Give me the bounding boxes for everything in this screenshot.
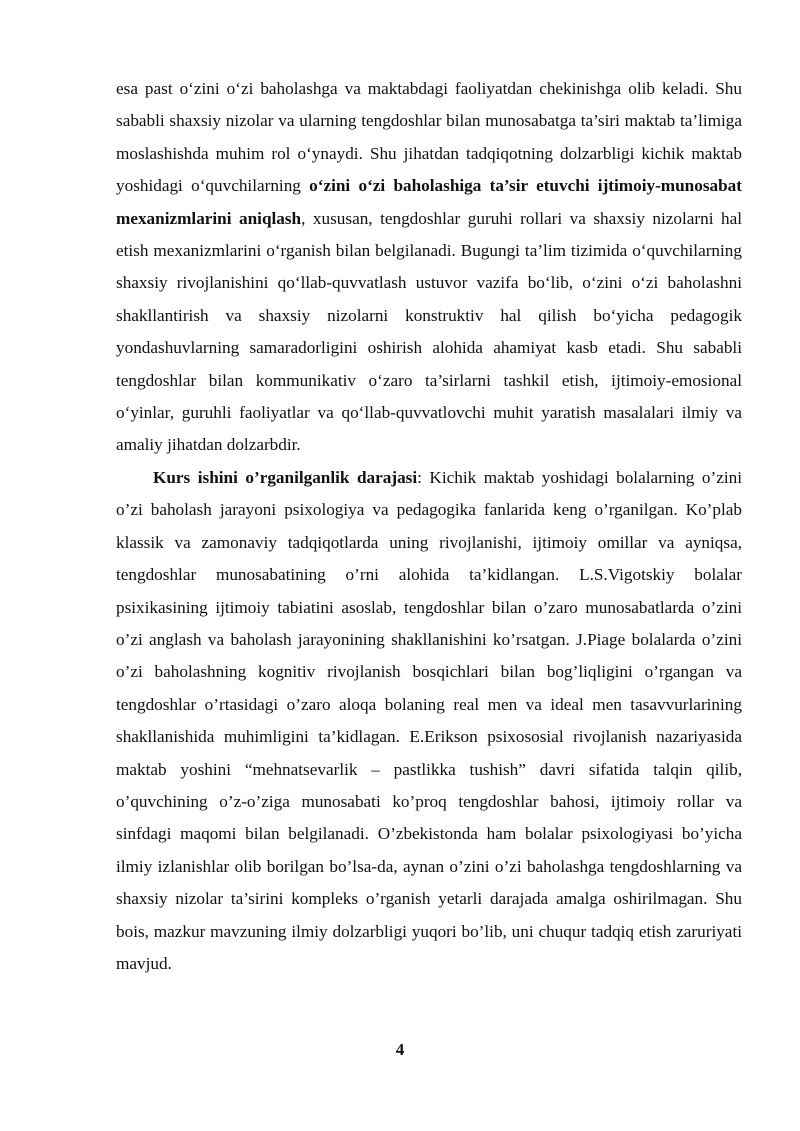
paragraph-text: esa past o‘zini o‘zi baholashga va maktabdagi faoliyatdan chekinishga olib keladi. Shu sababli shaxsiy nizolar va ularning tengdoshlar bilan munosabatga ta’siri maktab ta’limiga moslashishda muhim rol o‘ynaydi. Shu jihatdan tadqiqotning dolzarbligi kichik maktab yoshidagi o‘quvchilarning	[116, 79, 742, 196]
paragraph-study-level	[116, 462, 742, 981]
paragraph-text: : Kichik maktab yoshidagi bolalarning o’zini o’zi baholash jarayoni psixologiya va pedagogika fanlarida keng o’rganilgan. Ko’plab klassik va zamonaviy tadqiqotlarda uning rivojlanishi, ijtimoiy omillar va ayniqsa, tengdoshlar munosabatining o’rni alohida ta’kidlangan. L.S.Vigotskiy bolalar psixikasining ijtimoiy tabiatini asoslab, tengdoshlar bilan o’zaro munosabatlarda o’zini o’zi anglash va baholash jarayonining shakllanishini ko’rsatgan. J.Piage bolalarda o’zini o’zi baholashning kognitiv rivojlanish bosqichlari bilan bog’liqligini o’rgangan va tengdoshlar o’rtasidagi o’zaro aloqa bolaning real men va ideal men tasavvurlarining shakllanishida muhimligini ta’kidlagan. E.Erikson psixososial rivojlanish nazariyasida maktab yoshini “mehnatsevarlik – pastlikka tushish” davri sifatida talqin qilib, o’quvchining o’z-o’ziga munosabati ko’proq tengdoshlar bahosi, ijtimoiy rollar va sinfdagi maqomi bilan belgilanadi. O’zbekistonda ham bolalar psixologiyasi bo’yicha ilmiy izlanishlar olib borilgan bo’lsa-da, aynan o’zini o’zi baholashga tengdoshlarning va shaxsiy nizolar ta’sirini kompleks o’rganish yetarli darajada amalga oshirilmagan. Shu bois, mazkur mavzuning ilmiy dolzarbligi yuqori bo’lib, uni chuqur tadqiq etish zaruriyati mavjud.	[116, 467, 742, 973]
page-number: 4	[395, 1040, 405, 1059]
body-text	[116, 73, 742, 980]
section-heading: Kurs ishini o’rganilganlik darajasi	[153, 467, 418, 487]
paragraph-relevance	[116, 73, 742, 462]
paragraph-text: , xususan, tengdoshlar guruhi rollari va shaxsiy nizolarni hal etish mexanizmlarini o‘rganish bilan belgilanadi. Bugungi ta’lim tizimida o‘quvchilarning shaxsiy rivojlanishini qo‘llab-quvvatlash ustuvor vazifa bo‘lib, o‘zini o‘zi baholashni shakllantirish va shaxsiy nizolarni konstruktiv hal qilish bo‘yicha pedagogik yondashuvlarning samaradorligini oshirish alohida ahamiyat kasb etadi. Shu sababli tengdoshlar bilan kommunikativ o‘zaro ta’sirlarni tashkil etish, ijtimoiy-emosional o‘yinlar, guruhli faoliyatlar va qo‘llab-quvvatlovchi muhit yaratish masalalari ilmiy va amaliy jihatdan dolzarbdir.	[116, 208, 743, 455]
bold-phrase: o‘zini o‘zi baholashiga ta’sir etuvchi ijtimoiy-munosabat mexanizmlarini aniqlash	[116, 176, 742, 228]
